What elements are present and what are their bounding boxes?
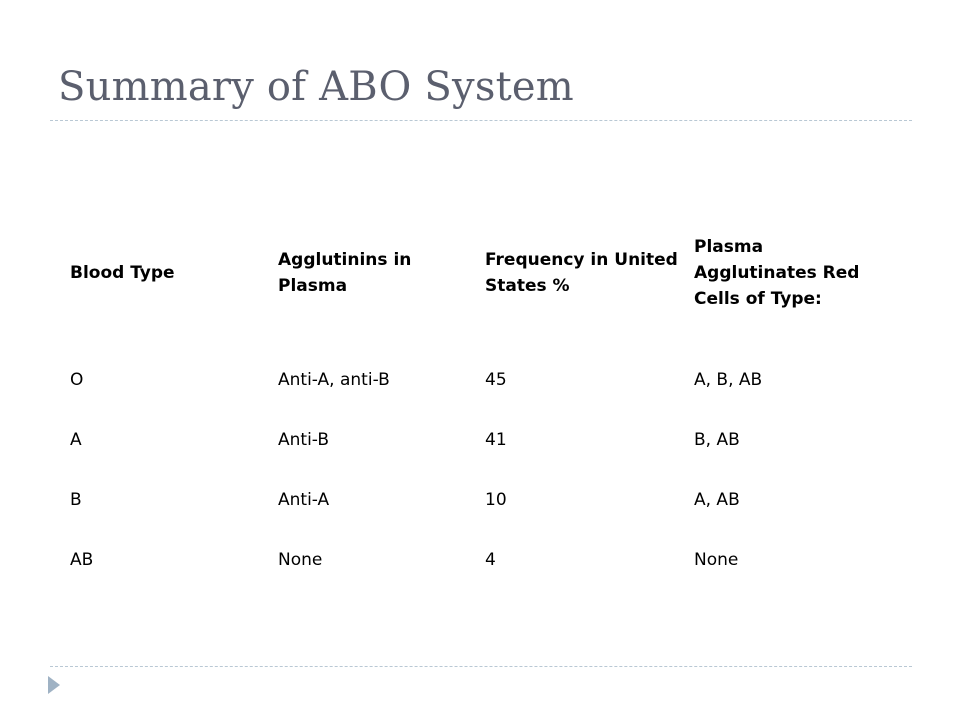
- cell-blood-type: O: [70, 370, 84, 390]
- cell-frequency: 41: [485, 430, 507, 450]
- header-agglutinates: Plasma Agglutinates Red Cells of Type:: [694, 236, 860, 309]
- header-agglutinins: Agglutinins in Plasma: [278, 249, 412, 296]
- header-frequency: Frequency in United States %: [485, 249, 678, 296]
- cell-blood-type: A: [70, 430, 82, 450]
- play-arrow-icon: [48, 676, 60, 694]
- cell-blood-type: AB: [70, 550, 94, 570]
- cell-agglutinins: Anti-B: [278, 430, 329, 450]
- cell-frequency: 10: [485, 490, 507, 510]
- table-row: [70, 470, 850, 530]
- cell-agglutinates: B, AB: [694, 430, 740, 450]
- table-row: [70, 350, 850, 410]
- cell-frequency: 45: [485, 370, 507, 390]
- table-header-row: [70, 195, 860, 350]
- footer-divider: [50, 666, 912, 667]
- cell-blood-type: B: [70, 490, 82, 510]
- cell-frequency: 4: [485, 550, 496, 570]
- slide-title: Summary of ABO System: [58, 64, 574, 110]
- cell-agglutinins: Anti-A: [278, 490, 330, 510]
- table-row: [70, 410, 850, 470]
- cell-agglutinates: None: [694, 550, 739, 570]
- cell-agglutinins: None: [278, 550, 323, 570]
- cell-agglutinates: A, B, AB: [694, 370, 763, 390]
- header-blood-type: Blood Type: [70, 262, 175, 283]
- abo-summary-table: [70, 195, 860, 590]
- cell-agglutinins: Anti-A, anti-B: [278, 370, 390, 390]
- title-divider: [50, 120, 912, 121]
- cell-agglutinates: A, AB: [694, 490, 740, 510]
- table-row: [70, 530, 850, 590]
